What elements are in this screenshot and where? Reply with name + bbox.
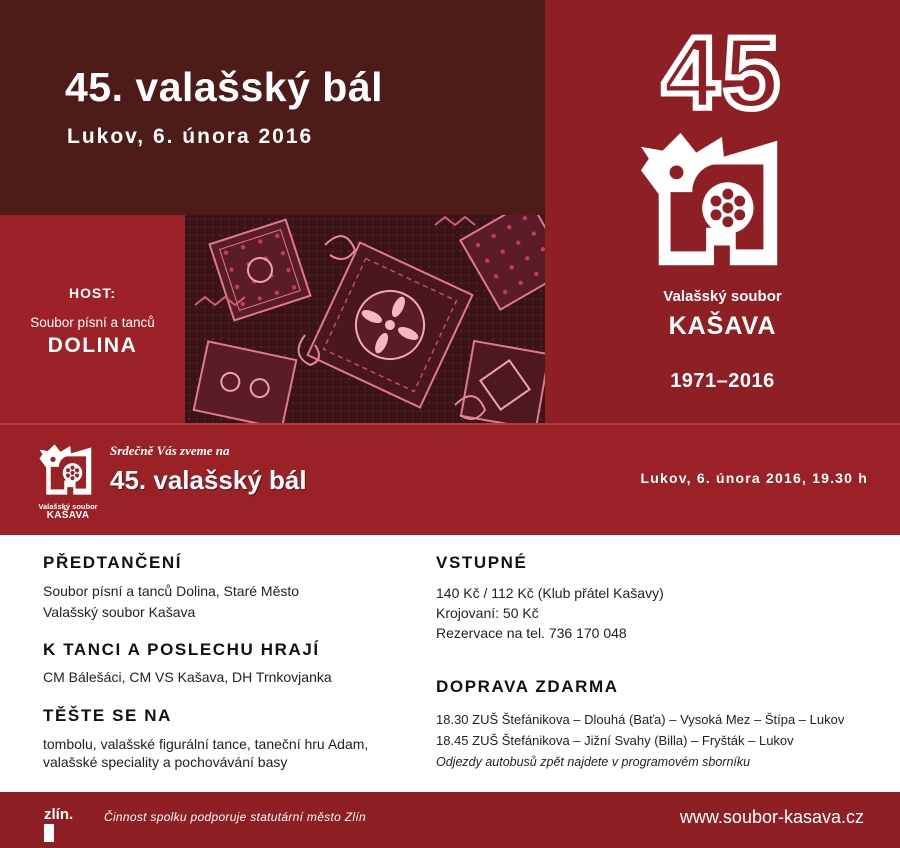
event-date: Lukov, 6. února 2016 <box>67 125 314 148</box>
band-title: 45. valašský bál <box>110 465 307 495</box>
vstupne-heading: VSTUPNÉ <box>436 553 528 572</box>
doprava-heading: DOPRAVA ZDARMA <box>436 677 619 696</box>
doprava-line: 18.45 ZUŠ Štefánikova – Jižní Svahy (Billa) – Fryšták – Lukov <box>436 733 794 748</box>
hraji-heading: K TANCI A POSLECHU HRAJÍ <box>43 640 320 659</box>
predtanceni-heading: PŘEDTANČENÍ <box>43 553 183 572</box>
small-logo-label: Valašský soubor <box>38 502 98 511</box>
ensemble-label: Valašský soubor <box>663 288 782 305</box>
support-text: Činnost spolku podporuje statutární město Zlín <box>104 810 366 824</box>
vstupne-line: Rezervace na tel. 736 170 048 <box>436 625 627 641</box>
ensemble-name: KAŠAVA <box>668 312 777 340</box>
hraji-line: CM Bálešáci, CM VS Kašava, DH Trnkovjanka <box>43 669 332 685</box>
anniversary-number <box>653 22 793 122</box>
host-subtitle: Soubor písní a tanců <box>30 315 155 330</box>
doprava-note: Odjezdy autobusů zpět najdete v programovém sborníku <box>436 755 751 769</box>
zlin-logo: zlín. <box>44 806 74 823</box>
predtanceni-line: Valašský soubor Kašava <box>43 604 196 620</box>
invitation-text: Srdečně Vás zveme na <box>110 443 230 458</box>
host-name: DOLINA <box>47 334 138 357</box>
vstupne-line: 140 Kč / 112 Kč (Klub přátel Kašavy) <box>436 585 664 601</box>
folk-pattern-image <box>185 215 545 423</box>
teste-line: tombolu, valašské figurální tance, taneční hru Adam, <box>43 736 369 752</box>
vstupne-line: Krojovaní: 50 Kč <box>436 605 539 621</box>
teste-line: valašské speciality a pochovávání basy <box>43 754 288 770</box>
zlin-logo-mark <box>44 824 54 842</box>
ensemble-years: 1971–2016 <box>670 370 775 392</box>
svg-text:45: 45 <box>662 22 784 122</box>
website-link[interactable]: www.soubor-kasava.cz <box>679 807 864 827</box>
predtanceni-line: Soubor písní a tanců Dolina, Staré Město <box>43 583 300 599</box>
band-date-time: Lukov, 6. února 2016, 19.30 h <box>640 470 868 486</box>
page-title: 45. valašský bál <box>65 64 384 110</box>
small-logo-caption <box>32 502 104 520</box>
host-label: HOST: <box>69 285 116 301</box>
small-logo-name: KAŠAVA <box>46 510 90 521</box>
kasava-small-logo-icon <box>38 442 98 500</box>
kasava-logo-icon <box>637 128 795 278</box>
teste-heading: TĚŠTE SE NA <box>43 706 173 725</box>
doprava-line: 18.30 ZUŠ Štefánikova – Dlouhá (Baťa) – Vysoká Mez – Štípa – Lukov <box>436 712 845 727</box>
